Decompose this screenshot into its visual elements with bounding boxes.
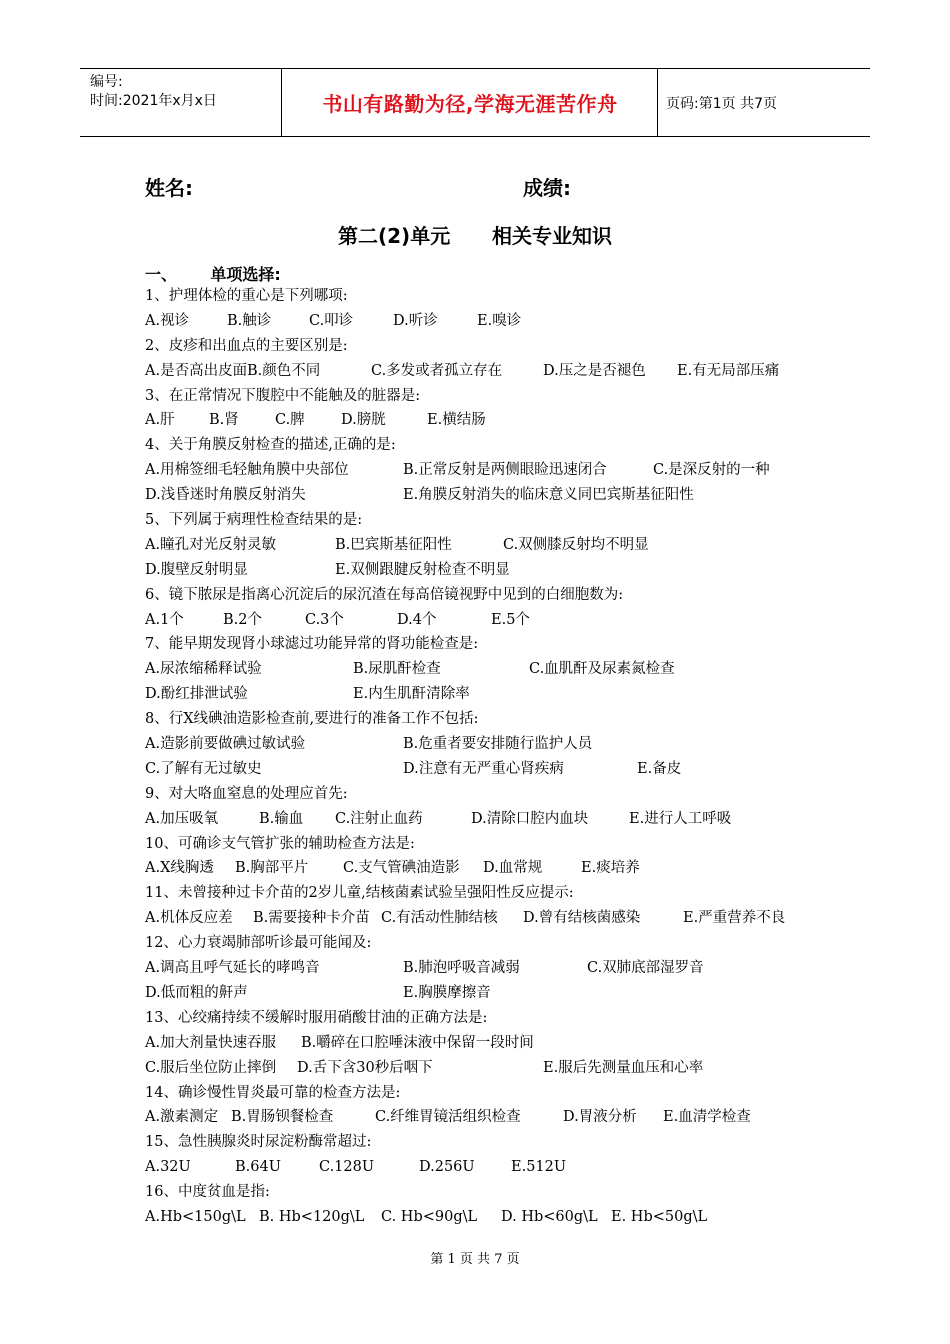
- option-row: [145, 682, 845, 707]
- answer-option: B.巴宾斯基征阳性: [335, 536, 452, 553]
- answer-option: C.注射止血药: [335, 810, 423, 827]
- question-stem: 9、对大咯血窒息的处理应首先:: [145, 785, 348, 802]
- answer-option: D.256U: [419, 1159, 475, 1176]
- option-row: [145, 1205, 845, 1230]
- document-header: [80, 68, 870, 137]
- answer-option: E.服后先测量血压和心率: [543, 1059, 704, 1076]
- header-motto: 书山有路勤为径,学海无涯苦作舟: [322, 92, 618, 116]
- answer-option: B.尿肌酐检查: [353, 661, 441, 678]
- answer-option: C.服后坐位防止摔倒: [145, 1059, 277, 1076]
- answer-option: D.舌下含30秒后咽下: [297, 1059, 433, 1076]
- question-stem: 4、关于角膜反射检查的描述,正确的是:: [145, 437, 396, 454]
- answer-option: A.加压吸氧: [145, 810, 219, 827]
- question-stem: 16、中度贫血是指:: [145, 1184, 270, 1201]
- answer-option: C.多发或者孤立存在: [371, 362, 503, 379]
- answer-option: E. Hb<50g\L: [611, 1208, 708, 1225]
- question-stem: 2、皮疹和出血点的主要区别是:: [145, 337, 348, 354]
- question-stem: 5、下列属于病理性检查结果的是:: [145, 512, 363, 529]
- time-label: 时间:2021年x月x日: [90, 93, 217, 109]
- answer-option: E.角膜反射消失的临床意义同巴宾斯基征阳性: [403, 487, 694, 504]
- header-divider: [657, 69, 658, 136]
- answer-option: B.输血: [259, 810, 304, 827]
- answer-option: C.血肌酐及尿素氮检查: [529, 661, 675, 678]
- question-stem: 11、未曾接种过卡介苗的2岁儿童,结核菌素试验呈强阳性反应提示:: [145, 885, 574, 902]
- answer-option: B. Hb<120g\L: [259, 1208, 365, 1225]
- answer-option: D.酚红排泄试验: [145, 686, 248, 703]
- option-row: [145, 558, 845, 583]
- answer-option: B.2个: [223, 611, 262, 628]
- name-score-row: [145, 172, 785, 201]
- answer-option: C.双肺底部湿罗音: [587, 960, 704, 977]
- option-row: [145, 657, 845, 682]
- section-title: 一、 单项选择:: [145, 265, 281, 284]
- answer-option: B.胃肠钡餐检查: [231, 1109, 334, 1126]
- answer-option: E.严重营养不良: [683, 910, 786, 927]
- answer-option: A.瞳孔对光反射灵敏: [145, 536, 277, 553]
- question-stem: 12、心力衰竭肺部听诊最可能闻及:: [145, 935, 372, 952]
- answer-option: E.横结肠: [427, 412, 486, 429]
- answer-option: D.清除口腔内血块: [471, 810, 589, 827]
- answer-option: D.胃液分析: [563, 1109, 637, 1126]
- option-row: [145, 309, 845, 334]
- answer-option: E.双侧跟腱反射检查不明显: [335, 561, 510, 578]
- answer-option: B.颜色不同: [247, 362, 321, 379]
- answer-option: E.痰培养: [581, 860, 640, 877]
- score-label: 成绩:: [523, 176, 571, 200]
- option-row: [145, 1056, 845, 1081]
- answer-option: E.5个: [491, 611, 530, 628]
- page-footer: 第 1 页 共 7 页: [430, 1252, 520, 1267]
- answer-option: E.512U: [511, 1159, 567, 1176]
- number-label: 编号:: [90, 74, 123, 90]
- answer-option: E.血清学检查: [663, 1109, 751, 1126]
- header-meta: [90, 73, 280, 111]
- answer-option: E.内生肌酐清除率: [353, 686, 470, 703]
- answer-option: A.X线胸透: [145, 860, 214, 877]
- answer-option: A.激素测定: [145, 1109, 219, 1126]
- answer-option: A.尿浓缩稀释试验: [145, 661, 262, 678]
- option-row: [145, 408, 845, 433]
- answer-option: E.备皮: [637, 760, 682, 777]
- answer-option: A.机体反应差: [145, 910, 233, 927]
- answer-option: B.嚼碎在口腔唾沫液中保留一段时间: [301, 1034, 534, 1051]
- answer-option: A.是否高出皮面: [145, 362, 248, 379]
- unit-title: 第二(2)单元 相关专业知识: [338, 224, 612, 248]
- answer-option: E.胸膜摩擦音: [403, 984, 491, 1001]
- answer-option: E.有无局部压痛: [677, 362, 780, 379]
- option-row: [145, 757, 845, 782]
- answer-option: C.叩诊: [309, 312, 354, 329]
- answer-option: A.加大剂量快速吞服: [145, 1034, 277, 1051]
- answer-option: D.4个: [397, 611, 437, 628]
- answer-option: B.胸部平片: [235, 860, 309, 877]
- answer-option: A.调高且呼气延长的哮鸣音: [145, 960, 320, 977]
- answer-option: C.脾: [275, 412, 305, 429]
- answer-option: D.压之是否褪色: [543, 362, 646, 379]
- answer-option: B.64U: [235, 1159, 281, 1176]
- question-stem: 1、护理体检的重心是下列哪项:: [145, 288, 348, 304]
- question-stem: 3、在正常情况下腹腔中不能触及的脏器是:: [145, 387, 421, 404]
- answer-option: B.肾: [209, 412, 239, 429]
- answer-option: A.视诊: [145, 312, 190, 329]
- answer-option: E.嗅诊: [477, 312, 522, 329]
- option-row: [145, 856, 845, 881]
- answer-option: D.注意有无严重心肾疾病: [403, 760, 564, 777]
- option-row: [145, 1031, 845, 1056]
- answer-option: B.危重者要安排随行监护人员: [403, 736, 593, 753]
- answer-option: E.进行人工呼吸: [629, 810, 732, 827]
- answer-option: D.膀胱: [341, 412, 386, 429]
- option-row: [145, 807, 845, 832]
- answer-option: D. Hb<60g\L: [501, 1208, 598, 1225]
- option-row: [145, 1105, 845, 1130]
- answer-option: D.浅昏迷时角膜反射消失: [145, 487, 306, 504]
- answer-option: C.双侧膝反射均不明显: [503, 536, 649, 553]
- answer-option: C.128U: [319, 1159, 375, 1176]
- answer-option: A.用棉签细毛轻触角膜中央部位: [145, 462, 349, 479]
- answer-option: B.需要接种卡介苗: [253, 910, 370, 927]
- answer-option: A.肝: [145, 412, 175, 429]
- answer-option: A.32U: [145, 1159, 191, 1176]
- option-row: [145, 1155, 845, 1180]
- header-divider: [281, 69, 282, 136]
- question-stem: 8、行X线碘油造影检查前,要进行的准备工作不包括:: [145, 711, 479, 728]
- answer-option: D.曾有结核菌感染: [523, 910, 641, 927]
- option-row: [145, 956, 845, 981]
- answer-option: C.支气管碘油造影: [343, 860, 460, 877]
- question-stem: 6、镜下脓尿是指离心沉淀后的尿沉渣在每高倍镜视野中见到的白细胞数为:: [145, 586, 624, 603]
- option-row: [145, 608, 845, 633]
- answer-option: D.低而粗的鼾声: [145, 984, 248, 1001]
- question-stem: 13、心绞痛持续不缓解时服用硝酸甘油的正确方法是:: [145, 1009, 488, 1026]
- answer-option: A.1个: [145, 611, 184, 628]
- answer-option: C.是深反射的一种: [653, 462, 770, 479]
- option-row: [145, 981, 845, 1006]
- answer-option: C. Hb<90g\L: [381, 1208, 478, 1225]
- option-row: [145, 359, 845, 384]
- answer-option: A.造影前要做碘过敏试验: [145, 736, 306, 753]
- question-stem: 10、可确诊支气管扩张的辅助检查方法是:: [145, 835, 415, 852]
- answer-option: C.纤维胃镜活组织检查: [375, 1109, 521, 1126]
- option-row: [145, 906, 845, 931]
- answer-option: D.听诊: [393, 312, 438, 329]
- answer-option: B.触诊: [227, 312, 272, 329]
- answer-option: C.了解有无过敏史: [145, 760, 262, 777]
- option-row: [145, 533, 845, 558]
- option-row: [145, 483, 845, 508]
- question-list: [145, 284, 845, 1230]
- answer-option: B.肺泡呼吸音减弱: [403, 960, 520, 977]
- question-stem: 7、能早期发现肾小球滤过功能异常的肾功能检查是:: [145, 636, 479, 653]
- answer-option: C.有活动性肺结核: [381, 910, 498, 927]
- answer-option: D.血常规: [483, 860, 543, 877]
- answer-option: A.Hb<150g\L: [145, 1208, 246, 1225]
- question-stem: 15、急性胰腺炎时尿淀粉酶常超过:: [145, 1134, 372, 1151]
- header-page-info: 页码:第1页 共7页: [666, 95, 777, 112]
- answer-option: D.腹壁反射明显: [145, 561, 248, 578]
- option-row: [145, 732, 845, 757]
- name-label: 姓名:: [145, 176, 193, 200]
- option-row: [145, 458, 845, 483]
- answer-option: C.3个: [305, 611, 344, 628]
- answer-option: B.正常反射是两侧眼睑迅速闭合: [403, 462, 607, 479]
- question-stem: 14、确诊慢性胃炎最可靠的检查方法是:: [145, 1084, 401, 1101]
